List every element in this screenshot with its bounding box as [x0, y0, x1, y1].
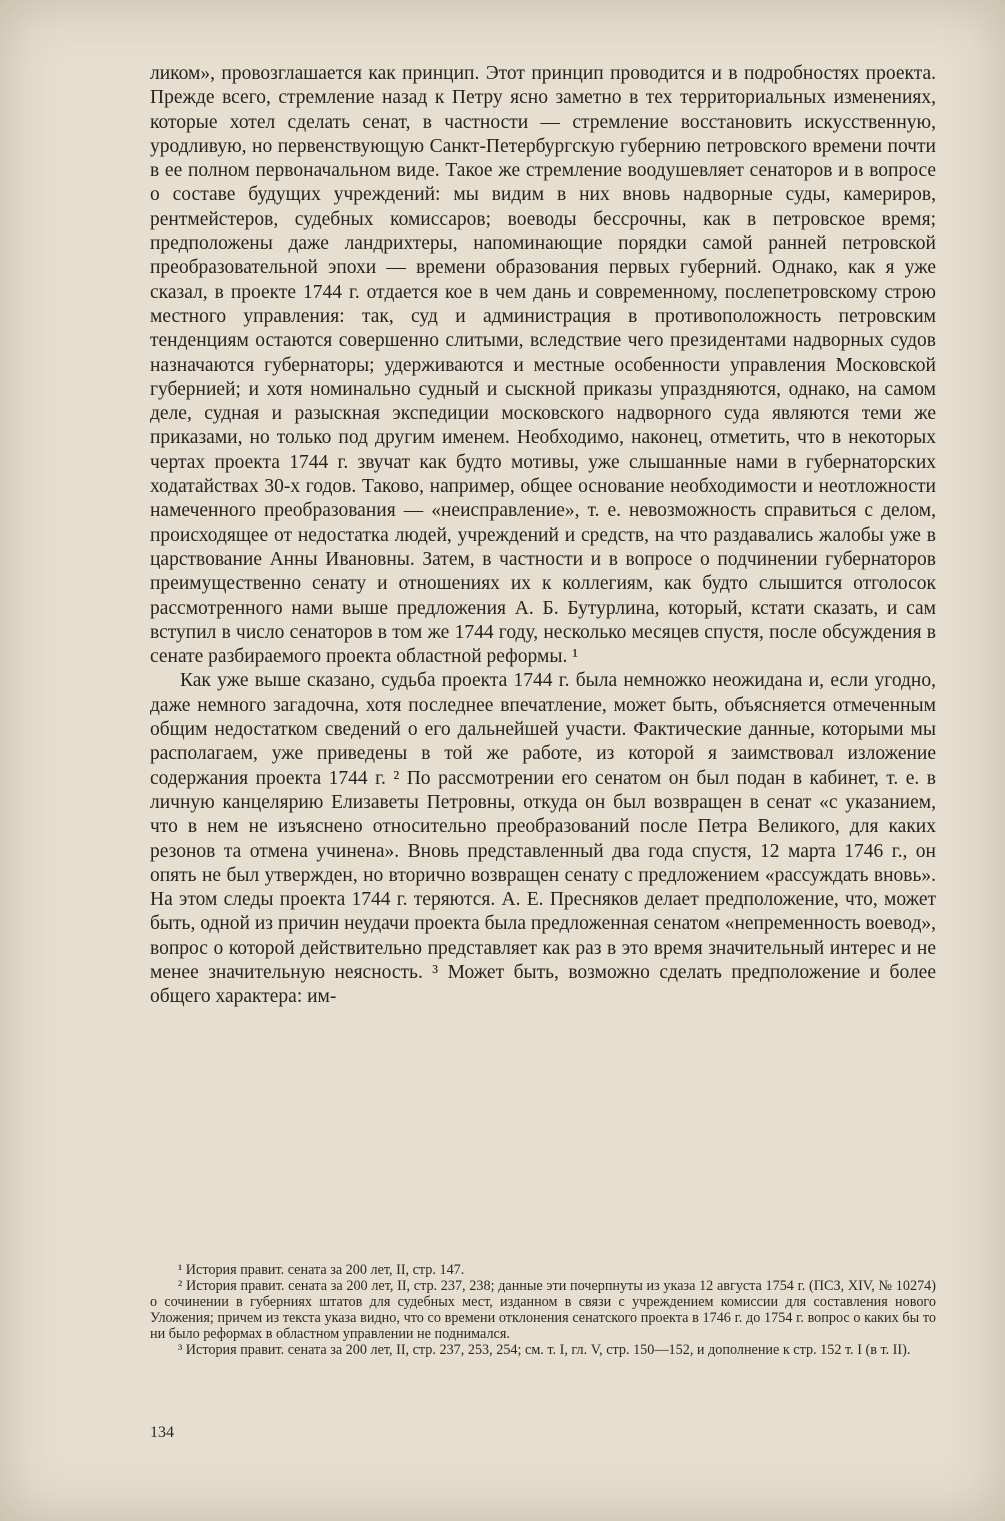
- main-text: [150, 62, 936, 1010]
- footnote-2: ² История правит. сената за 200 лет, II, стр. 237, 238; данные эти почерпнуты из указа 12 августа 1754 г. (ПСЗ, XIV, № 10274) о сочинении в губерниях штатов для судебных мест, изданном в связи с учреждением комиссии для составления нового Уложения; причем из текста указа видно, что со времени отклонения сенатского проекта в 1746 г. до 1754 г. вопрос о каких бы то ни было реформах в областном управлении не поднимался.: [150, 1278, 936, 1342]
- footnote-3: ³ История правит. сената за 200 лет, II, стр. 237, 253, 254; см. т. I, гл. V, стр. 150—152, и дополнение к стр. 152 т. I (в т. II).: [178, 1342, 911, 1358]
- footnote-1: ¹ История правит. сената за 200 лет, II, стр. 147.: [178, 1262, 465, 1278]
- paragraph-1: ликом», провозглашается как принцип. Этот принцип проводится и в подробностях проекта. Прежде всего, стремление назад к Петру ясно заметно в тех территориальных изменениях, которые хотел сделать сенат, в частности — стремление восстановить искусственную, уродливую, но первенствующую Санкт-Петербургскую губернию петровского времени почти в ее полном первоначальном виде. Такое же стремление воодушевляет сенаторов и в вопросе о составе будущих учреждений: мы видим в них вновь надворные суды, камериров, рентмейстеров, судебных комиссаров; воеводы бессрочны, как в петровское время; предположены даже ландрихтеры, напоминающие порядки самой ранней петровской преобразовательной эпохи — времени образования первых губерний. Однако, как я уже сказал, в проекте 1744 г. отдается кое в чем дань и современному, послепетровскому строю местного управления: так, суд и администрация в противоположность петровским тенденциям остаются совершенно слитыми, вследствие чего президентами надворных судов назначаются губернаторы; удерживаются и местные особенности управления Московской губернией; и хотя номинально судный и сыскной приказы упраздняются, однако, на самом деле, судная и разыскная экспедиции московского надворного суда являются теми же приказами, но только под другим именем. Необходимо, наконец, отметить, что в некоторых чертах проекта 1744 г. звучат как будто мотивы, уже слышанные нами в губернаторских ходатайствах 30-х годов. Таково, например, общее основание необходимости и неотложности намеченного преобразования — «неисправление», т. е. невозможность справиться с делом, происходящее от недостатка людей, учреждений и средств, на что раздавались жалобы уже в царствование Анны Ивановны. Затем, в частности и в вопросе о подчинении губернаторов преимущественно сенату и отношениях их к коллегиям, как будто слышится отголосок рассмотренного нами выше предложения А. Б. Бутурлина, который, кстати сказать, и сам вступил в число сенаторов в том же 1744 году, несколько месяцев спустя, после обсуждения в сенате разбираемого проекта областной реформы. ¹: [150, 63, 936, 668]
- paragraph-2: Как уже выше сказано, судьба проекта 1744 г. была немножко неожидана и, если угодно, даже немного загадочна, хотя последнее впечатление, может быть, объясняется отмеченным общим недостатком сведений о его дальнейшей участи. Фактические данные, которыми мы располагаем, уже приведены в той же работе, из которой я заимствовал изложение содержания проекта 1744 г. ² По рассмотрении его сенатом он был подан в кабинет, т. е. в личную канцелярию Елизаветы Петровны, откуда он был возвращен в сенат «с указанием, что в нем не изъяснено относительно преобразований после Петра Великого, для каких резонов та отмена учинена». Вновь представленный два года спустя, 12 марта 1746 г., он опять не был утвержден, но вторично возвращен сенату с предложением «рассуждать вновь». На этом следы проекта 1744 г. теряются. А. Е. Пресняков делает предположение, что, может быть, одной из причин неудачи проекта была предложенная сенатом «непременность воевод», вопрос о которой действительно представляет как раз в это время значительный интерес и не менее значительную неясность. ³ Может быть, возможно сделать предположение и более общего характера: им-: [150, 670, 936, 1008]
- footnotes: [150, 1262, 936, 1358]
- page-number: 134: [150, 1424, 174, 1441]
